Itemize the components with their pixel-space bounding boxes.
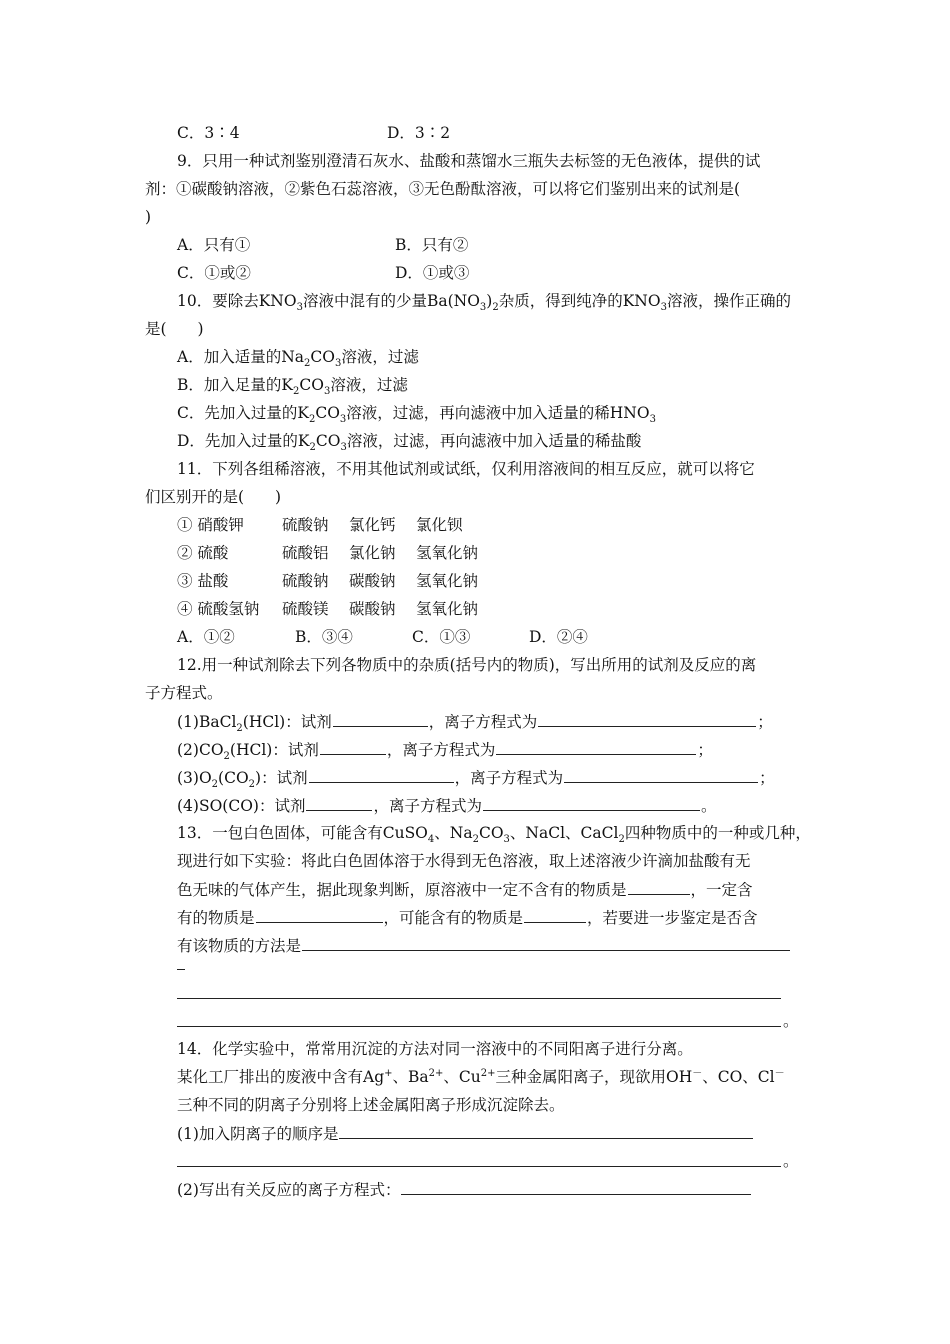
q12-stem-line1: 12.用一种试剂除去下列各物质中的杂质(括号内的物质)，写出所用的试剂及反应的离: [177, 656, 757, 674]
q13-not-contained-blank[interactable]: [628, 879, 690, 895]
q14-part2: (2)写出有关反应的离子方程式：: [177, 1179, 752, 1200]
q11-group4-item3: 碳酸钠: [349, 600, 396, 618]
q12-part4: (4)SO(CO)：试剂 ，离子方程式为 。: [177, 797, 717, 815]
q12-stem-line2: 子方程式。: [145, 684, 223, 702]
q11-group2-item1: ② 硫酸: [177, 544, 229, 562]
q10-option-b: B．加入足量的$K_2CO_3$溶液，过滤: [177, 376, 408, 398]
q13-method-blank-line3[interactable]: [177, 1026, 781, 1027]
q13-contained-blank[interactable]: [256, 907, 383, 923]
q9-option-b: B．只有②: [395, 236, 469, 254]
q12-part1: (1)BaCl$_2$(HCl)：试剂 ，离子方程式为 ；: [177, 713, 773, 735]
q12-part3-reagent-blank[interactable]: [309, 767, 454, 783]
q11-option-b: B．③④: [295, 628, 353, 646]
q9-stem-line2: 剂：①碳酸钠溶液，②紫色石蕊溶液，③无色酚酞溶液，可以将它们鉴别出来的试剂是(: [145, 180, 741, 198]
q11-group2-item3: 氯化钠: [349, 544, 396, 562]
q11-group1-item3: 氯化钙: [349, 516, 396, 534]
q14-order-blank-line2[interactable]: [177, 1166, 781, 1167]
q13-stem-line1: 13．一包白色固体，可能含有CuSO$_4$、$Na_2CO_3$、NaCl、CaCl$_2$四种物质中的一种或几种，: [177, 824, 811, 846]
q13-stem-line3: 色无味的气体产生，据此现象判断，原溶液中一定不含有的物质是 ，一定含: [177, 881, 753, 899]
q12-part1-reagent-blank[interactable]: [333, 711, 428, 727]
q12-part2-equation-blank[interactable]: [496, 739, 696, 755]
q11-stem-line1: 11．下列各组稀溶液，不用其他试剂或试纸，仅利用溶液间的相互反应，就可以将它: [177, 460, 755, 478]
q11-group3-item1: ③ 盐酸: [177, 572, 229, 590]
q8-option-d: D．3∶2: [387, 124, 451, 142]
q11-group2-item2: 硫酸铝: [282, 544, 329, 562]
q14-stem-line2: 某化工厂排出的废液中含有Ag+、$Ba^{2+}$、$Cu^{2+}$三种金属阳离子，现欲用OH－、CO、Cl－: [177, 1067, 785, 1086]
q11-option-c: C．①③: [412, 628, 471, 646]
q11-group3-item4: 氢氧化钠: [416, 572, 479, 590]
q12-part4-equation-blank[interactable]: [483, 795, 700, 811]
q12-part3: $(3)O_2(CO_2)$：试剂 ，离子方程式为 ；: [177, 769, 775, 791]
q13-method-blank-continued[interactable]: [177, 969, 185, 970]
q14-part1: (1)加入阴离子的顺序是: [177, 1123, 754, 1144]
q11-group3-item2: 硫酸钠: [282, 572, 329, 590]
q12-part1-equation-blank[interactable]: [538, 711, 756, 727]
q13-stem-line4: 有的物质是 ，可能含有的物质是 ，若要进一步鉴定是否含: [177, 909, 758, 927]
q11-group2-item4: 氢氧化钠: [416, 544, 479, 562]
q11-option-d: D．②④: [529, 628, 588, 646]
q9-stem-line3: ): [145, 208, 152, 226]
q11-group1-item4: 氯化钡: [416, 516, 463, 534]
q14-stem-line3: 三种不同的阴离子分别将上述金属阳离子形成沉淀除去。: [177, 1096, 565, 1114]
q11-group3-item3: 碳酸钠: [349, 572, 396, 590]
q12-part4-reagent-blank[interactable]: [306, 795, 372, 811]
q9-stem-line1: 9．只用一种试剂鉴别澄清石灰水、盐酸和蒸馏水三瓶失去标签的无色液体，提供的试: [177, 152, 761, 170]
q13-stem-line2: 现进行如下实验：将此白色固体溶于水得到无色溶液，取上述溶液少许滴加盐酸有无: [177, 852, 751, 870]
q9-option-c: C．①或②: [177, 264, 251, 282]
q13-stem-line5: 有该物质的方法是: [177, 935, 791, 956]
q11-group4-item2: 硫酸镁: [282, 600, 329, 618]
q12-part3-equation-blank[interactable]: [564, 767, 758, 783]
q11-group1-item1: ① 硝酸钾: [177, 516, 244, 534]
q11-group4-item1: ④ 硫酸氢钠: [177, 600, 260, 618]
q12-part2-reagent-blank[interactable]: [320, 739, 386, 755]
q9-option-d: D．①或③: [395, 264, 470, 282]
q14-order-blank[interactable]: [339, 1123, 753, 1139]
q10-stem-line1: 10．要除去$KNO_3$溶液中混有的少量$Ba(NO_3)_2$杂质，得到纯净的$KNO_3$溶液，操作正确的: [177, 292, 791, 314]
q13-method-blank[interactable]: [302, 935, 790, 951]
q10-stem-line2: 是( ): [145, 320, 204, 338]
q11-group1-item2: 硫酸钠: [282, 516, 329, 534]
q12-part2: $(2)CO_2(HCl)$：试剂 ，离子方程式为 ；: [177, 741, 713, 763]
q13-possibly-contained-blank[interactable]: [524, 907, 586, 923]
q13-end-period: 。: [783, 1012, 799, 1030]
q11-option-a: A．①②: [177, 628, 235, 646]
q14-equation-blank[interactable]: [401, 1179, 751, 1195]
q14-part1-end-period: 。: [783, 1152, 799, 1170]
q10-option-c: C．先加入过量的$K_2CO_3$溶液，过滤，再向滤液中加入适量的稀$HNO_3$: [177, 404, 656, 426]
q10-option-d: D．先加入过量的$K_2CO_3$溶液，过滤，再向滤液中加入适量的稀盐酸: [177, 432, 642, 454]
q13-method-blank-line2[interactable]: [177, 998, 781, 999]
q11-group4-item4: 氢氧化钠: [416, 600, 479, 618]
q10-option-a: A．加入适量的$Na_2CO_3$溶液，过滤: [177, 348, 419, 370]
q9-option-a: A．只有①: [177, 236, 251, 254]
q14-stem-line1: 14．化学实验中，常常用沉淀的方法对同一溶液中的不同阳离子进行分离。: [177, 1040, 693, 1058]
q11-stem-line2: 们区别开的是( ): [145, 488, 282, 506]
q8-option-c: C．3∶4: [177, 124, 240, 142]
